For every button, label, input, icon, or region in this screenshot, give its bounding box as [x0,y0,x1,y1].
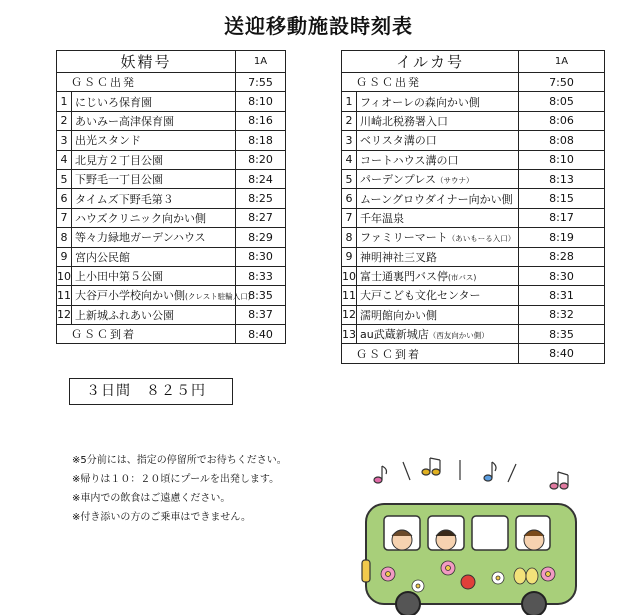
stop-name: 大谷戸小学校向かい側 [75,289,185,303]
schedule-table-yousei [56,50,286,344]
departure-time: 8:40 [236,325,286,344]
stop-name: 神明神社三叉路 [360,250,437,264]
table-row [342,73,605,92]
table-row [57,131,286,150]
table-row [342,208,605,227]
note-line: ※車内での飲食はご遠慮ください。 [72,493,231,504]
stop-name: 大戸こども文化センター [360,289,481,303]
stop-name: ファミリーマート [360,231,448,245]
stop-name: 等々力緑地ガーデンハウス [75,231,206,245]
stop-number: 13 [342,325,357,344]
table-row [57,73,286,92]
stop-name-cell [357,325,519,344]
stop-name-cell [357,189,519,208]
departure-time: 8:17 [519,208,605,227]
table-row [342,169,605,188]
table-row [57,92,286,111]
stop-number: 5 [57,169,72,188]
stop-name-cell [357,92,519,111]
table-row [342,286,605,305]
stop-name-cell [72,305,236,324]
departure-time: 8:06 [519,111,605,130]
stop-name: 下野毛一丁目公園 [75,173,163,187]
departure-time: 8:13 [519,169,605,188]
stop-name-cell [72,189,236,208]
table-row [342,111,605,130]
table-row [342,266,605,285]
stop-number: 1 [342,92,357,111]
column-header: 1A [519,51,605,73]
departure-time: 7:55 [236,73,286,92]
stop-note: （サウナ） [436,176,474,186]
stop-name-cell [72,286,251,305]
table-row [57,150,286,169]
stop-name-cell [357,286,519,305]
stop-number: 9 [57,247,72,266]
stop-name: ベリスタ溝の口 [360,134,437,148]
stop-name-cell [357,305,519,324]
table-row [342,305,605,324]
table-row [342,150,605,169]
stop-number: 12 [342,305,357,324]
stop-number: 2 [57,111,72,130]
stop-name: 上小田中第５公園 [75,270,163,284]
table-row [57,325,286,344]
stop-note: (市バス) [448,273,477,283]
stop-name-cell [357,266,519,285]
stop-number: 4 [57,150,72,169]
stop-name: コートハウス溝の口 [360,153,459,167]
route-name: イルカ号 [342,51,519,73]
departure-time: 8:20 [236,150,286,169]
table-header-row [57,51,286,73]
departure-time: 8:31 [519,286,605,305]
stop-number: 6 [57,189,72,208]
stop-number: 10 [342,266,357,285]
departure-time: 8:35 [519,325,605,344]
stop-note: （あいもーる入口） [447,234,516,244]
stop-name: 千年温泉 [360,211,404,225]
table-row [342,247,605,266]
stop-name: 上新城ふれあい公園 [75,308,174,322]
notes [72,451,287,527]
departure-time: 8:35 [236,286,286,305]
stop-name: 富士通裏門バス停 [360,270,448,284]
stop-number: 6 [342,189,357,208]
stop-note: (クレスト駐輪入口) [185,292,251,302]
table-row [342,325,605,344]
stop-name: ハウズクリニック向かい側 [75,211,207,225]
stop-name-cell [357,111,519,130]
stop-name-cell [72,247,236,266]
stop-name: ムーングロウダイナー向かい側 [360,192,513,206]
departure-time: 8:37 [236,305,286,324]
stop-number: 2 [342,111,357,130]
route-name: 妖精号 [57,51,236,73]
stop-name: にじいろ保育園 [75,95,152,109]
stop-number: 10 [57,266,72,285]
table-row [57,266,286,285]
table-row [342,344,605,363]
stop-name-cell [72,131,236,150]
stop-name-cell [72,92,236,111]
departure-time: 8:05 [519,92,605,111]
stop-number: 8 [57,228,72,247]
bus-with-children-icon [348,450,610,610]
stop-name-cell [72,111,236,130]
table-row [342,131,605,150]
departure-time: 8:30 [236,247,286,266]
stop-name: ＧＳＣ到着 [57,325,236,344]
stop-name-cell [72,266,236,285]
departure-time: 8:40 [519,344,605,363]
schedule-table-iruka [341,50,605,364]
departure-time: 8:10 [519,150,605,169]
table-row [57,286,286,305]
price-box: ３日間 ８２５円 [69,378,233,405]
stop-name: 出光スタンド [75,134,141,148]
departure-time: 8:19 [519,228,605,247]
note-line: ※帰りは１０：２０頃にプールを出発します。 [72,474,280,485]
stop-number: 11 [57,286,72,305]
stop-number: 12 [57,305,72,324]
stop-number: 8 [342,228,357,247]
table-row [57,169,286,188]
stop-name-cell [357,208,519,227]
stop-number: 9 [342,247,357,266]
departure-time: 8:18 [236,131,286,150]
stop-number: 3 [57,131,72,150]
stop-number: 1 [57,92,72,111]
stop-name-cell [357,150,519,169]
stop-name-cell [72,228,236,247]
departure-time: 8:28 [519,247,605,266]
table-row [57,111,286,130]
departure-time: 7:50 [519,73,605,92]
stop-name: 北見方２丁目公園 [75,153,163,167]
stop-name: タイムズ下野毛第３ [75,192,174,206]
stop-name-cell [72,208,236,227]
note-line: ※付き添いの方のご乗車はできません。 [72,512,251,523]
stop-number: 11 [342,286,357,305]
stop-name-cell [357,247,519,266]
stop-name-cell [357,228,519,247]
table-row [342,92,605,111]
departure-time: 8:25 [236,189,286,208]
stop-name-cell [357,169,519,188]
column-header: 1A [236,51,286,73]
table-row [342,189,605,208]
stop-name: ＧＳＣ到着 [342,344,519,363]
table-row [57,189,286,208]
departure-time: 8:29 [236,228,286,247]
stop-name-cell [357,131,519,150]
departure-time: 8:15 [519,189,605,208]
departure-time: 8:32 [519,305,605,324]
departure-time: 8:27 [236,208,286,227]
page-title: 送迎移動施設時刻表 [224,14,413,38]
table-row [57,247,286,266]
stop-name-cell [72,169,236,188]
departure-time: 8:33 [236,266,286,285]
stop-name-cell [72,150,236,169]
departure-time: 8:08 [519,131,605,150]
table-header-row [342,51,605,73]
departure-time: 8:16 [236,111,286,130]
stop-name: au武蔵新城店 [360,328,429,342]
stop-number: 4 [342,150,357,169]
table-row [57,305,286,324]
stop-name: 川崎北税務署入口 [360,114,448,128]
stop-number: 3 [342,131,357,150]
note-line: ※5分前には、指定の停留所でお待ちください。 [72,455,287,466]
stop-name: 濡明館向かい側 [360,308,437,322]
stop-note: （西友向かい側） [428,331,489,341]
stop-name: あいみー高津保育園 [75,114,174,128]
stop-name: ＧＳＣ出発 [342,73,519,92]
table-row [57,208,286,227]
stop-name: フィオーレの森向かい側 [360,95,480,109]
stop-name: ＧＳＣ出発 [57,73,236,92]
departure-time: 8:30 [519,266,605,285]
stop-name: 宮内公民館 [75,250,130,264]
table-row [57,228,286,247]
stop-number: 7 [342,208,357,227]
departure-time: 8:10 [236,92,286,111]
stop-number: 5 [342,169,357,188]
departure-time: 8:24 [236,169,286,188]
table-row [342,228,605,247]
stop-name: パーデンプレス [360,173,437,187]
stop-number: 7 [57,208,72,227]
